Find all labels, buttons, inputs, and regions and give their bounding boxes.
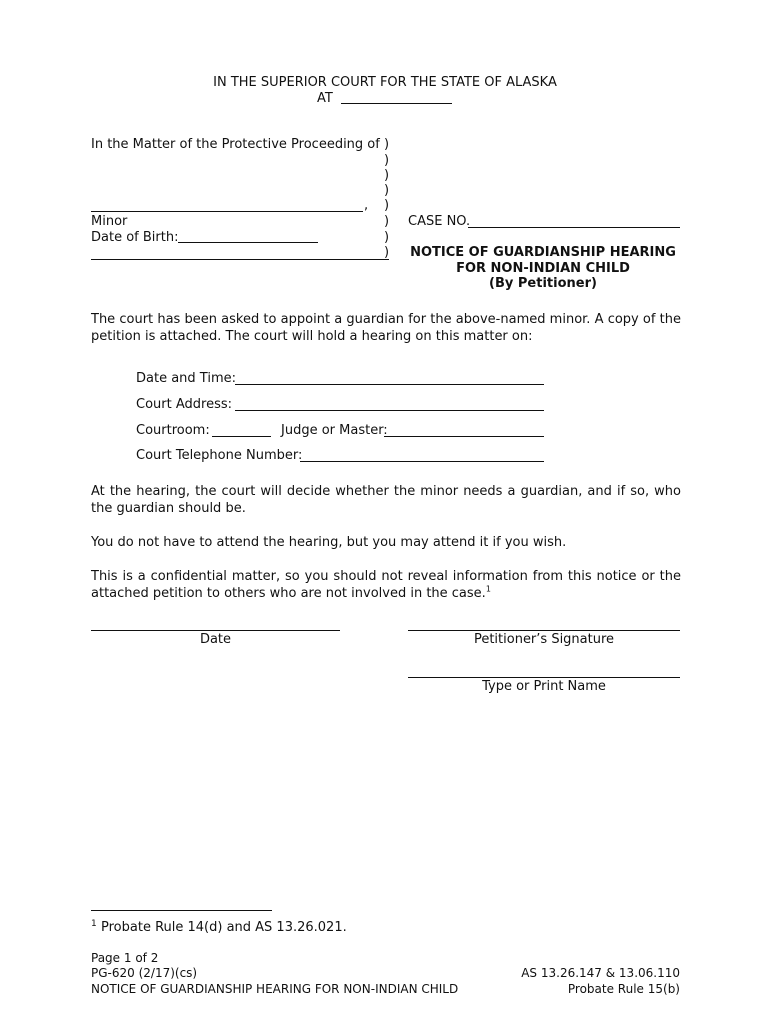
caption-paren: ) bbox=[384, 198, 390, 213]
caption-paren: ) bbox=[384, 137, 390, 152]
case-no-field[interactable] bbox=[468, 227, 680, 228]
footnote-number: 1 bbox=[91, 919, 97, 929]
courtroom-label: Courtroom: bbox=[136, 423, 210, 438]
caption-paren: ) bbox=[384, 214, 390, 229]
intro-paragraph: The court has been asked to appoint a guardian for the above-named minor. A copy of the petition is attached. The court will hold a hearing on this matter on: bbox=[91, 312, 681, 344]
footer-statute: AS 13.26.147 & 13.06.110 bbox=[521, 966, 680, 980]
confidential-text: This is a confidential matter, so you should not reveal information from this notice or the attached petition to others who are not involved in the case. bbox=[91, 569, 681, 601]
caption-paren: ) bbox=[384, 153, 390, 168]
footnote-reference: 1 bbox=[485, 584, 491, 594]
date-caption: Date bbox=[199, 632, 232, 647]
case-no-label: CASE NO. bbox=[408, 214, 471, 229]
notice-title-line3: (By Petitioner) bbox=[489, 276, 597, 291]
footer-form-number: PG-620 (2/17)(cs) bbox=[91, 966, 198, 980]
minor-name-comma: , bbox=[364, 198, 369, 213]
caption-paren: ) bbox=[384, 230, 390, 245]
date-time-field[interactable] bbox=[235, 384, 544, 385]
petitioner-signature-caption: Petitioner’s Signature bbox=[473, 632, 615, 647]
confidential-paragraph bbox=[91, 568, 681, 602]
date-signature-field[interactable] bbox=[91, 630, 340, 631]
dob-field[interactable] bbox=[178, 242, 318, 243]
notice-title-line1: NOTICE OF GUARDIANSHIP HEARING bbox=[410, 245, 676, 260]
print-name-field[interactable] bbox=[408, 677, 680, 678]
matter-label: In the Matter of the Protective Proceeding of bbox=[91, 137, 380, 152]
court-address-label: Court Address: bbox=[136, 397, 232, 412]
caption-paren: ) bbox=[384, 245, 390, 260]
footer-form-title: NOTICE OF GUARDIANSHIP HEARING FOR NON-INDIAN CHILD bbox=[91, 982, 459, 996]
print-name-caption: Type or Print Name bbox=[482, 679, 606, 694]
caption-paren: ) bbox=[384, 183, 390, 198]
court-address-field[interactable] bbox=[235, 410, 544, 411]
court-phone-field[interactable] bbox=[300, 461, 544, 462]
court-location-field[interactable] bbox=[341, 103, 452, 104]
decide-paragraph: At the hearing, the court will decide whether the minor needs a guardian, and if so, who the guardian should be. bbox=[91, 484, 681, 516]
attend-paragraph: You do not have to attend the hearing, but you may attend it if you wish. bbox=[91, 535, 567, 550]
dob-label: Date of Birth: bbox=[91, 230, 179, 245]
minor-name-field[interactable] bbox=[91, 211, 363, 212]
court-location-label: AT bbox=[317, 91, 333, 106]
court-phone-label: Court Telephone Number: bbox=[136, 448, 303, 463]
caption-bottom-rule bbox=[91, 259, 389, 260]
court-heading: IN THE SUPERIOR COURT FOR THE STATE OF ALASKA bbox=[213, 75, 557, 90]
courtroom-field[interactable] bbox=[212, 436, 271, 437]
caption-paren: ) bbox=[384, 168, 390, 183]
footnote-separator bbox=[91, 910, 272, 911]
judge-label: Judge or Master: bbox=[281, 423, 388, 438]
petitioner-signature-field[interactable] bbox=[408, 630, 680, 631]
minor-label: Minor bbox=[91, 214, 128, 229]
footer-rule: Probate Rule 15(b) bbox=[567, 982, 680, 996]
notice-title-line2: FOR NON-INDIAN CHILD bbox=[456, 261, 630, 276]
judge-field[interactable] bbox=[384, 436, 544, 437]
date-time-label: Date and Time: bbox=[136, 371, 236, 386]
footnote-text: Probate Rule 14(d) and AS 13.26.021. bbox=[101, 920, 347, 935]
footer-page-number: Page 1 of 2 bbox=[91, 951, 159, 965]
